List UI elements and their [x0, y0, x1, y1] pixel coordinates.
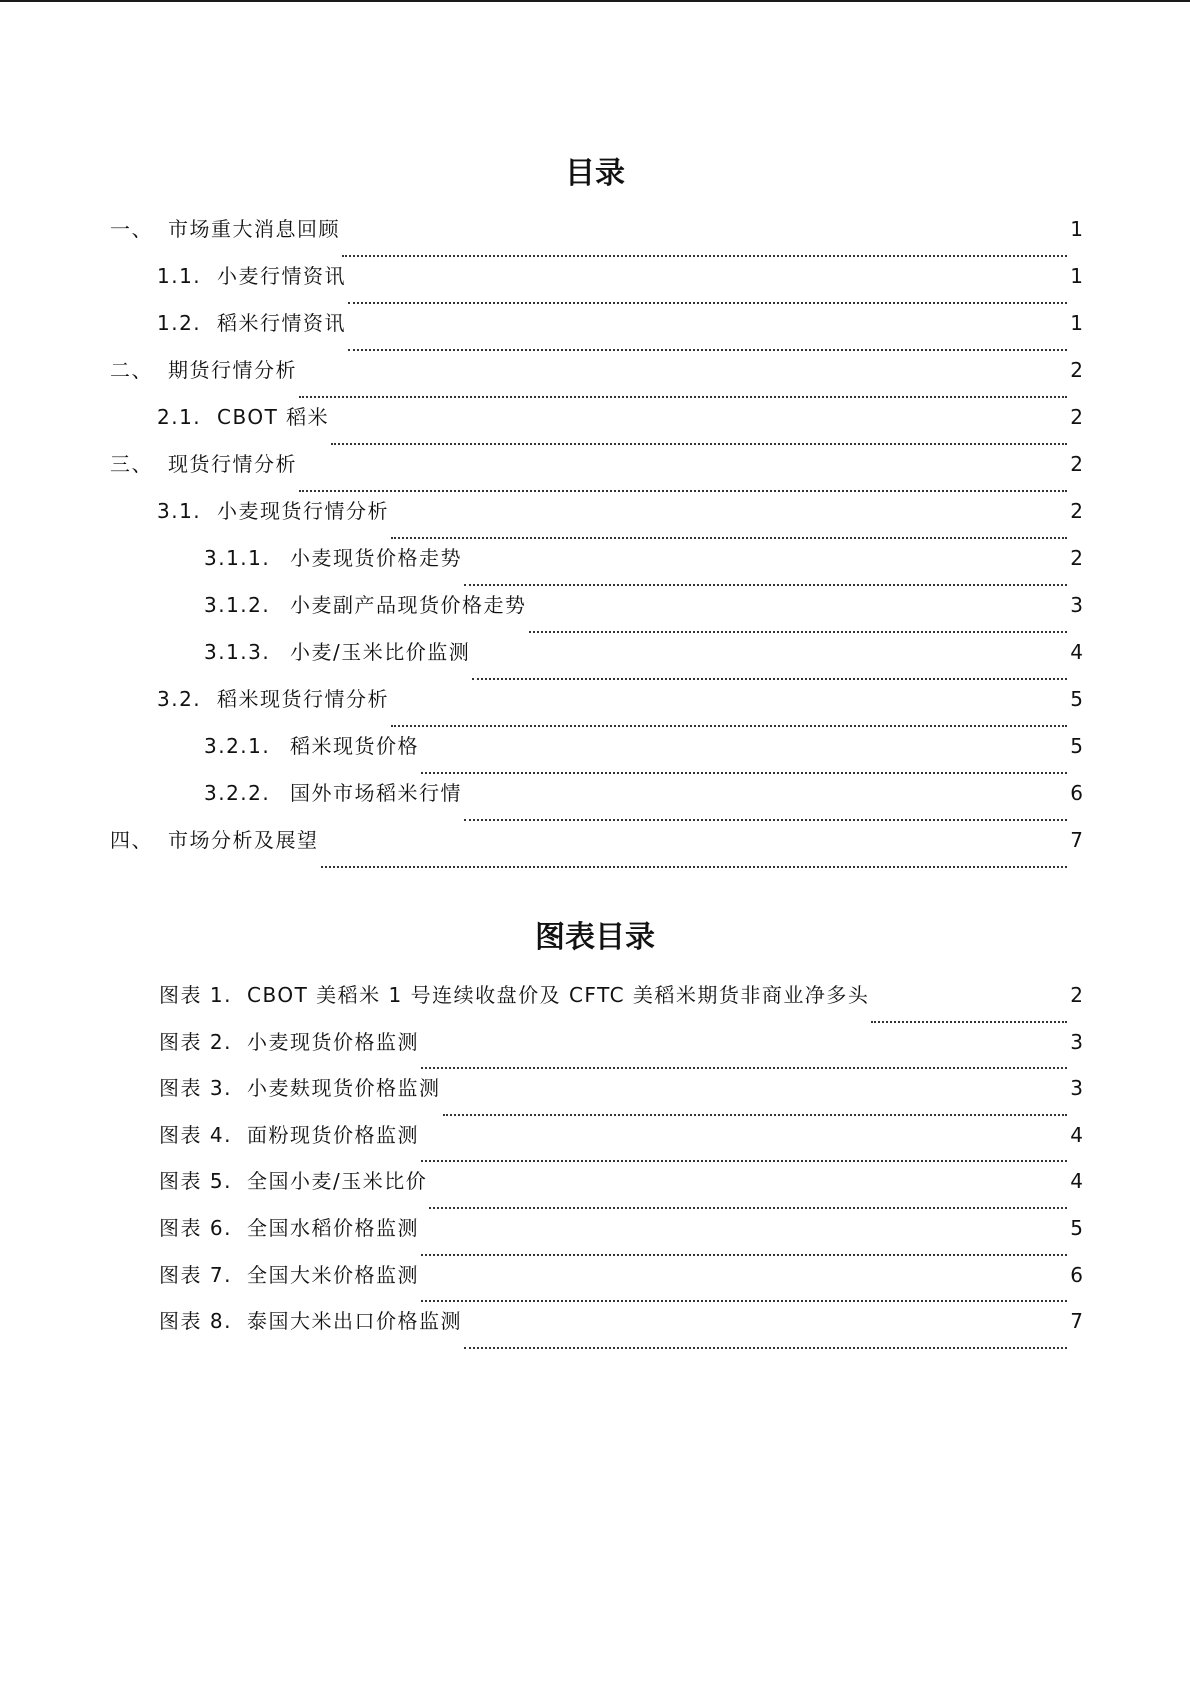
toc-entry-number: 二、: [110, 358, 153, 382]
toc-entry-title: 小麦现货价格走势: [290, 546, 462, 570]
toc-entry-title: 国外市场稻米行情: [290, 781, 462, 805]
dot-leader: [299, 489, 1067, 492]
toc-entry[interactable]: [0, 263, 1190, 310]
toc-entry-title: 小麦/玉米比价监测: [290, 640, 471, 664]
dot-leader: [443, 1113, 1068, 1116]
toc-entry-page: 4: [1070, 640, 1083, 664]
figure-entry-title: 全国小麦/玉米比价: [247, 1169, 428, 1194]
figure-entry-title: 泰国大米出口价格监测: [247, 1309, 462, 1334]
toc-entry-title: 期货行情分析: [168, 358, 297, 382]
figure-entry-number: 图表 2.: [159, 1029, 232, 1054]
dot-leader: [421, 1253, 1067, 1256]
figure-entry-page: 2: [1070, 983, 1083, 1007]
figure-entry-page: 4: [1070, 1169, 1083, 1194]
dot-leader: [421, 1299, 1067, 1302]
figure-entry[interactable]: [0, 1308, 1190, 1355]
figure-list-heading: 图表目录: [535, 920, 655, 955]
toc-entry-page: 2: [1070, 405, 1083, 429]
figure-entry[interactable]: [0, 982, 1190, 1029]
toc-entry[interactable]: [0, 451, 1190, 498]
toc-entry-number: 三、: [110, 452, 153, 476]
toc-entry[interactable]: [0, 780, 1190, 827]
figure-entry-title: 全国水稻价格监测: [247, 1215, 419, 1240]
figure-entry[interactable]: [0, 1122, 1190, 1169]
toc-entry-page: 5: [1070, 687, 1083, 711]
figure-entry-number: 图表 3.: [159, 1076, 232, 1101]
dot-leader: [321, 865, 1068, 868]
toc-entry[interactable]: [0, 545, 1190, 592]
figure-entry-number: 图表 8.: [159, 1309, 232, 1334]
toc-entry-title: 小麦副产品现货价格走势: [290, 593, 527, 617]
toc-entry-number: 3.1.1.: [204, 546, 271, 570]
toc-entry-page: 3: [1070, 593, 1083, 617]
toc-entry[interactable]: [0, 310, 1190, 357]
toc-entry-title: 稻米行情资讯: [217, 311, 346, 335]
dot-leader: [529, 630, 1068, 633]
dot-leader: [421, 1066, 1067, 1069]
toc-entry-page: 1: [1070, 311, 1083, 335]
figure-entry-number: 图表 1.: [159, 983, 232, 1007]
dot-leader: [464, 818, 1067, 821]
toc-entry[interactable]: [0, 639, 1190, 686]
figure-entry-page: 5: [1070, 1215, 1083, 1240]
figure-entry-title: CBOT 美稻米 1 号连续收盘价及 CFTC 美稻米期货非商业净多头: [247, 983, 870, 1007]
toc-entry-page: 2: [1070, 452, 1083, 476]
toc-entry-page: 5: [1070, 734, 1083, 758]
toc-entry-title: 稻米现货行情分析: [217, 687, 389, 711]
figure-entry-number: 图表 7.: [159, 1262, 232, 1287]
dot-leader: [871, 1020, 1067, 1023]
figure-entry-title: 小麦现货价格监测: [247, 1029, 419, 1054]
figure-entry[interactable]: [0, 1215, 1190, 1262]
toc-entry[interactable]: [0, 592, 1190, 639]
dot-leader: [464, 1346, 1067, 1349]
toc-list: [0, 216, 1190, 874]
toc-entry-number: 3.1.2.: [204, 593, 271, 617]
dot-leader: [421, 1159, 1067, 1162]
toc-entry-number: 3.1.3.: [204, 640, 271, 664]
figure-entry[interactable]: [0, 1029, 1190, 1076]
toc-entry-number: 1.1.: [157, 264, 202, 288]
toc-entry-number: 3.2.2.: [204, 781, 271, 805]
figure-entry-page: 3: [1070, 1029, 1083, 1054]
toc-entry-title: 稻米现货价格: [290, 734, 419, 758]
toc-entry-title: 现货行情分析: [168, 452, 297, 476]
toc-entry[interactable]: [0, 733, 1190, 780]
figure-entry-number: 图表 4.: [159, 1122, 232, 1147]
dot-leader: [342, 254, 1067, 257]
dot-leader: [464, 583, 1067, 586]
page-top-rule: [0, 0, 1190, 2]
dot-leader: [299, 395, 1067, 398]
toc-entry-title: 市场重大消息回顾: [168, 217, 340, 241]
toc-entry[interactable]: [0, 404, 1190, 451]
figure-entry-page: 4: [1070, 1122, 1083, 1147]
dot-leader: [421, 771, 1067, 774]
figure-entry-page: 3: [1070, 1076, 1083, 1101]
toc-entry-number: 2.1.: [157, 405, 202, 429]
figure-entry-title: 全国大米价格监测: [247, 1262, 419, 1287]
toc-entry[interactable]: [0, 357, 1190, 404]
dot-leader: [472, 677, 1067, 680]
figure-entry-title: 面粉现货价格监测: [247, 1122, 419, 1147]
toc-entry-number: 3.2.1.: [204, 734, 271, 758]
toc-entry-page: 2: [1070, 358, 1083, 382]
dot-leader: [429, 1206, 1067, 1209]
figure-entry-title: 小麦麸现货价格监测: [247, 1076, 441, 1101]
toc-entry-title: 市场分析及展望: [168, 828, 319, 852]
toc-heading: 目录: [565, 156, 625, 191]
dot-leader: [391, 724, 1067, 727]
figure-entry[interactable]: [0, 1075, 1190, 1122]
figure-list: [0, 982, 1190, 1355]
figure-entry[interactable]: [0, 1262, 1190, 1309]
toc-entry-page: 2: [1070, 546, 1083, 570]
toc-entry-page: 2: [1070, 499, 1083, 523]
toc-entry-number: 3.2.: [157, 687, 202, 711]
dot-leader: [348, 301, 1067, 304]
toc-entry-number: 一、: [110, 217, 153, 241]
toc-entry[interactable]: [0, 827, 1190, 874]
dot-leader: [391, 536, 1067, 539]
toc-entry-page: 1: [1070, 264, 1083, 288]
toc-entry-number: 3.1.: [157, 499, 202, 523]
toc-entry-page: 1: [1070, 217, 1083, 241]
dot-leader: [331, 442, 1067, 445]
figure-entry-page: 7: [1070, 1309, 1083, 1334]
toc-entry[interactable]: [0, 216, 1190, 263]
toc-entry-title: 小麦行情资讯: [217, 264, 346, 288]
figure-entry-number: 图表 5.: [159, 1169, 232, 1194]
toc-entry-number: 四、: [110, 828, 153, 852]
toc-entry[interactable]: [0, 686, 1190, 733]
toc-entry[interactable]: [0, 498, 1190, 545]
figure-entry-page: 6: [1070, 1262, 1083, 1287]
toc-entry-page: 7: [1070, 828, 1083, 852]
toc-entry-page: 6: [1070, 781, 1083, 805]
toc-entry-number: 1.2.: [157, 311, 202, 335]
toc-entry-title: 小麦现货行情分析: [217, 499, 389, 523]
figure-entry[interactable]: [0, 1168, 1190, 1215]
dot-leader: [348, 348, 1067, 351]
figure-entry-number: 图表 6.: [159, 1215, 232, 1240]
toc-entry-title: CBOT 稻米: [217, 405, 330, 429]
